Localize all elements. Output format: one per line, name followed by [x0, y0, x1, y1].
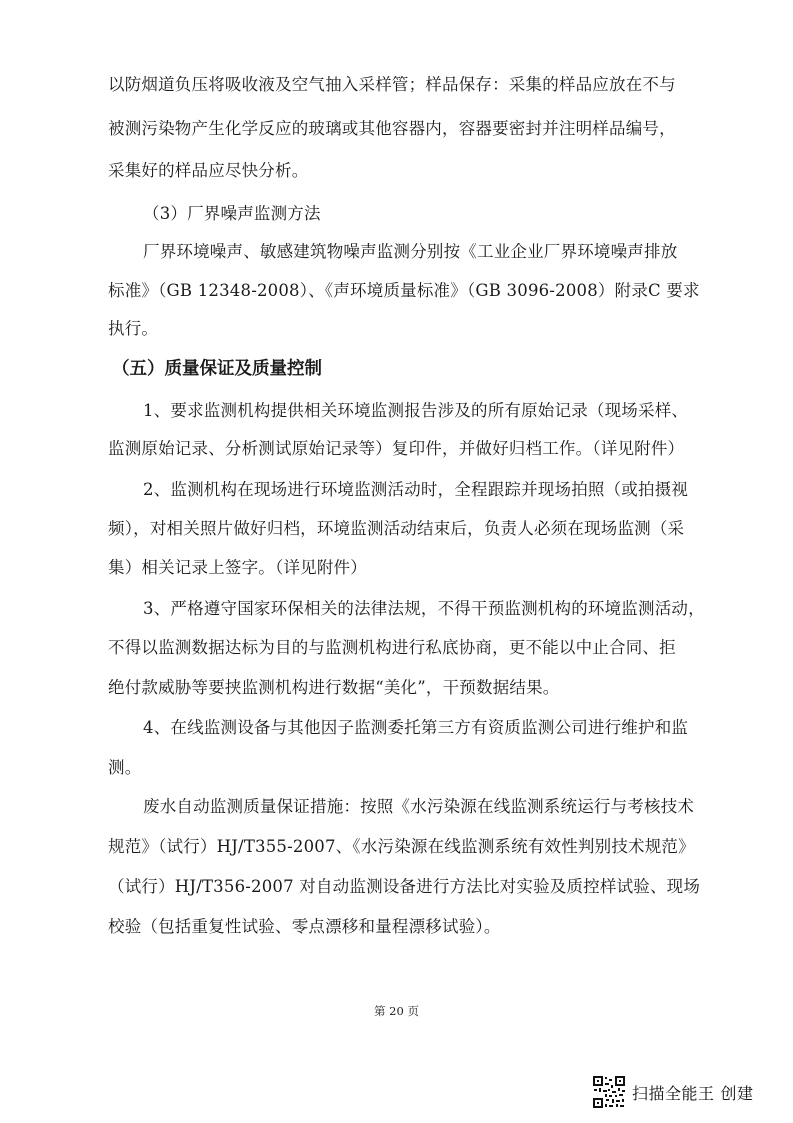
body-line: 规范》（试行）HJ/T355-2007、《水污染源在线监测系统有效性判别技术规范》 — [108, 837, 695, 856]
body-line: （试行）HJ/T356-2007 对自动监测设备进行方法比对实验及质控样试验、现场 — [108, 877, 701, 896]
body-line: 不得以监测数据达标为目的与监测机构进行私底协商，更不能以中止合同、拒 — [108, 638, 676, 657]
body-line: 4、在线监测设备与其他因子监测委托第三方有资质监测公司进行维护和监 — [143, 718, 689, 737]
watermark-app-name: 扫描全能王 — [632, 1083, 715, 1103]
body-line: 3、严格遵守国家环保相关的法律法规，不得干预监测机构的环境监测活动， — [143, 599, 705, 618]
body-line: 频），对相关照片做好归档，环境监测活动结束后，负责人必须在现场监测（采 — [108, 519, 685, 538]
section-heading: （五）质量保证及质量控制 — [112, 359, 322, 379]
qr-code-icon — [592, 1075, 626, 1109]
subsection-heading: （3）厂界噪声监测方法 — [143, 204, 321, 223]
body-line: 废水自动监测质量保证措施：按照《水污染源在线监测系统运行与考核技术 — [143, 797, 695, 816]
body-line: 标准》（GB 12348-2008）、《声环境质量标准》（GB 3096-2008）附录C 要求 — [108, 281, 700, 300]
body-line: 监测原始记录、分析测试原始记录等）复印件，并做好归档工作。（详见附件） — [108, 439, 685, 458]
scanner-watermark — [592, 1072, 754, 1112]
watermark-action: 创建 — [720, 1083, 754, 1103]
body-line: 执行。 — [108, 319, 159, 338]
body-line: 1、要求监测机构提供相关环境监测报告涉及的所有原始记录（现场采样、 — [143, 401, 689, 420]
body-line: 绝付款威胁等要挟监测机构进行数据“美化”，干预数据结果。 — [108, 678, 560, 697]
body-line: 集）相关记录上签字。（详见附件） — [108, 558, 367, 577]
body-line: 厂界环境噪声、敏感建筑物噪声监测分别按《工业企业厂界环境噪声排放 — [143, 242, 678, 261]
body-line: 2、监测机构在现场进行环境监测活动时，全程跟踪并现场拍照（或拍摄视 — [143, 480, 689, 499]
body-line: 被测污染物产生化学反应的玻璃或其他容器内，容器要密封并注明样品编号， — [108, 119, 676, 138]
body-line: 校验（包括重复性试验、零点漂移和量程漂移试验）。 — [108, 917, 501, 936]
body-line: 以防烟道负压将吸收液及空气抽入采样管；样品保存：采集的样品应放在不与 — [108, 75, 676, 94]
page-number: 第 20 页 — [374, 1004, 419, 1018]
body-line: 采集好的样品应尽快分析。 — [108, 161, 309, 180]
body-line: 测。 — [108, 758, 142, 777]
